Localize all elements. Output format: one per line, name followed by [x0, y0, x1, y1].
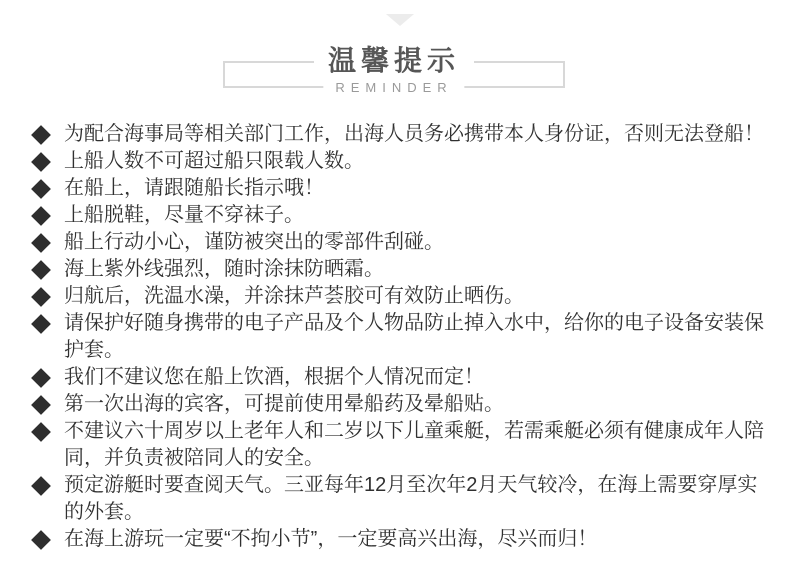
diamond-bullet-icon	[34, 121, 64, 148]
tip-text: 不建议六十周岁以上老年人和二岁以下儿童乘艇，若需乘艇必须有健康成年人陪同，并负责被陪同人的安全。	[64, 420, 764, 469]
tip-text: 海上紫外线强烈，随时涂抹防晒霜。	[64, 258, 384, 280]
tip-text: 为配合海事局等相关部门工作，出海人员务必携带本人身份证，否则无法登船！	[64, 123, 764, 145]
list-item	[34, 472, 771, 526]
diamond-bullet-icon	[34, 175, 64, 202]
list-item	[34, 229, 771, 256]
tip-text: 我们不建议您在船上饮酒，根据个人情况而定！	[64, 366, 484, 388]
list-item	[34, 256, 771, 283]
list-item	[34, 391, 771, 418]
page-subtitle: REMINDER	[323, 80, 464, 96]
diamond-bullet-icon	[34, 364, 64, 391]
tip-text: 上船人数不可超过船只限载人数。	[64, 150, 364, 172]
diamond-bullet-icon	[34, 391, 64, 418]
list-item	[34, 148, 771, 175]
list-item	[34, 310, 771, 364]
tip-text: 在海上游玩一定要“不拘小节”，一定要高兴出海，尽兴而归！	[64, 528, 598, 550]
diamond-bullet-icon	[34, 472, 64, 499]
tip-text: 在船上，请跟随船长指示哦！	[64, 177, 324, 199]
header	[0, 0, 800, 121]
list-item	[34, 202, 771, 229]
tip-text: 归航后，洗温水澡，并涂抹芦荟胶可有效防止晒伤。	[64, 285, 524, 307]
list-item	[34, 175, 771, 202]
diamond-bullet-icon	[34, 229, 64, 256]
diamond-bullet-icon	[34, 418, 64, 445]
list-item	[34, 121, 771, 148]
tip-text: 上船脱鞋，尽量不穿袜子。	[64, 204, 304, 226]
diamond-bullet-icon	[34, 283, 64, 310]
list-item	[34, 364, 771, 391]
list-item	[34, 418, 771, 472]
tip-text: 预定游艇时要查阅天气。三亚每年12月至次年2月天气较冷，在海上需要穿厚实的外套。	[64, 474, 758, 523]
diamond-bullet-icon	[34, 256, 64, 283]
diamond-bullet-icon	[34, 202, 64, 229]
list-item	[34, 283, 771, 310]
tip-text: 第一次出海的宾客，可提前使用晕船药及晕船贴。	[64, 393, 504, 415]
tips-list	[0, 121, 800, 553]
tip-text: 船上行动小心，谨防被突出的零部件刮碰。	[64, 231, 444, 253]
tip-text: 请保护好随身携带的电子产品及个人物品防止掉入水中，给你的电子设备安装保护套。	[64, 312, 764, 361]
page-title: 温馨提示	[314, 44, 474, 78]
diamond-bullet-icon	[34, 148, 64, 175]
triangle-down-icon	[386, 14, 414, 26]
diamond-bullet-icon	[34, 526, 64, 553]
list-item	[34, 526, 771, 553]
diamond-bullet-icon	[34, 310, 64, 337]
